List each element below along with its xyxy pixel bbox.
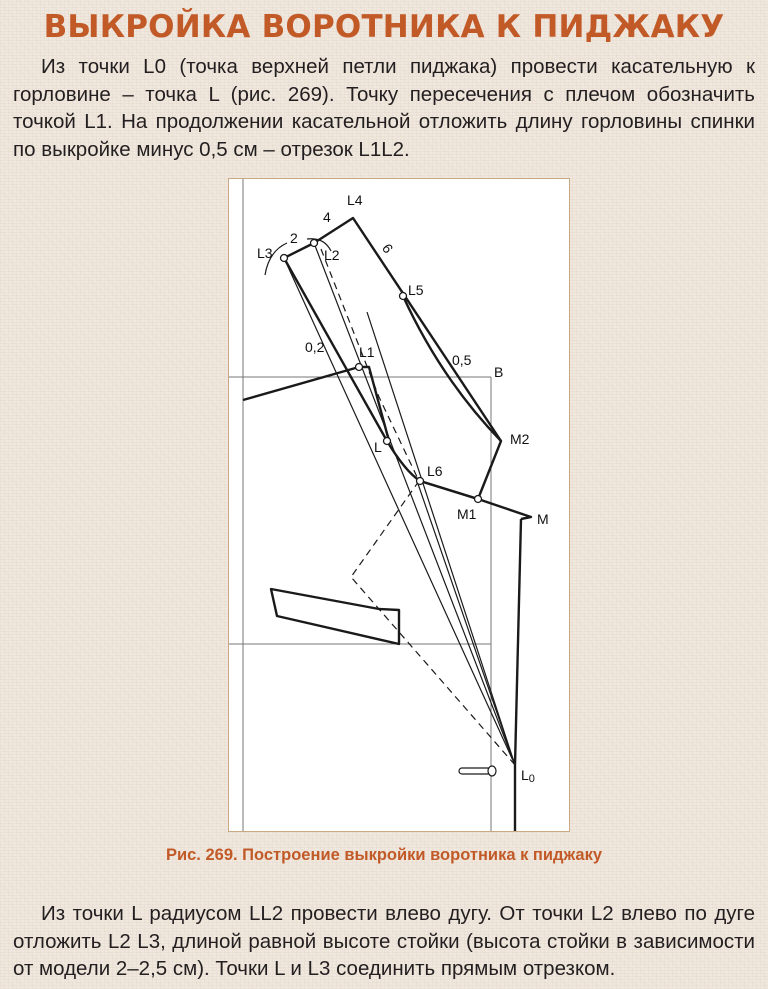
point-l2: [311, 240, 318, 247]
line-l1-l0: [367, 312, 515, 765]
label-l0-subscript: 0: [528, 773, 535, 785]
second-paragraph-text: Из точки L радиусом LL2 провести влево дугу. От точки L2 влево по дуге отложить L2 L3, длиной равной высоте стойки (высота стойки в зависимости от модели 2–2,5 см). Точки L и L3 соединить прямым отрезком.: [13, 902, 755, 980]
point-m1: [475, 496, 482, 503]
intro-paragraph: [13, 53, 755, 163]
point-l6: [417, 478, 424, 485]
label-0-5: 0,5: [452, 352, 472, 368]
label-0-2: 0,2: [305, 339, 325, 355]
label-m1: M1: [457, 506, 477, 522]
collar-pattern-figure: [228, 178, 570, 832]
shoulder-tip: [521, 517, 531, 519]
point-l3: [281, 255, 288, 262]
label-4: 4: [323, 209, 331, 225]
second-paragraph: [13, 900, 755, 983]
point-l5: [400, 293, 407, 300]
label-l5: L5: [408, 282, 424, 298]
label-b: B: [494, 364, 504, 380]
label-m2: M2: [510, 431, 530, 447]
point-l1: [356, 364, 363, 371]
figure-caption: Рис. 269. Построение выкройки воротника к пиджаку: [165, 846, 603, 864]
lapel-edge: [515, 519, 521, 765]
line-l6-l0: [417, 481, 515, 765]
label-6: 6: [378, 240, 397, 257]
label-l0: [521, 767, 535, 785]
pocket-flap: [271, 589, 399, 644]
line-l3-l0: [284, 258, 515, 765]
label-2: 2: [290, 230, 298, 246]
label-l6: L6: [427, 463, 443, 479]
page-title: ВЫКРОЙКА ВОРОТНИКА К ПИДЖАКУ: [43, 9, 725, 45]
label-l4: L4: [347, 192, 363, 208]
label-m: M: [537, 511, 549, 527]
buttonhole-marker: [459, 766, 496, 776]
label-l3: L3: [257, 245, 273, 261]
label-l: L: [374, 439, 382, 455]
point-l: [384, 438, 391, 445]
label-l1: L1: [359, 344, 375, 360]
collar-pattern-drawing: [229, 179, 571, 833]
label-l2: L2: [324, 247, 340, 263]
label-l0-main: L: [521, 767, 529, 783]
intro-paragraph-text: Из точки L0 (точка верхней петли пиджака) провести касательную к горловине – точка L (рис. 269). Точку пересечения с плечом обозначить точкой L1. На продолжении касательной отложить длину горловины спинки по выкройке минус 0,5 см – отрезок L1L2.: [13, 55, 755, 161]
